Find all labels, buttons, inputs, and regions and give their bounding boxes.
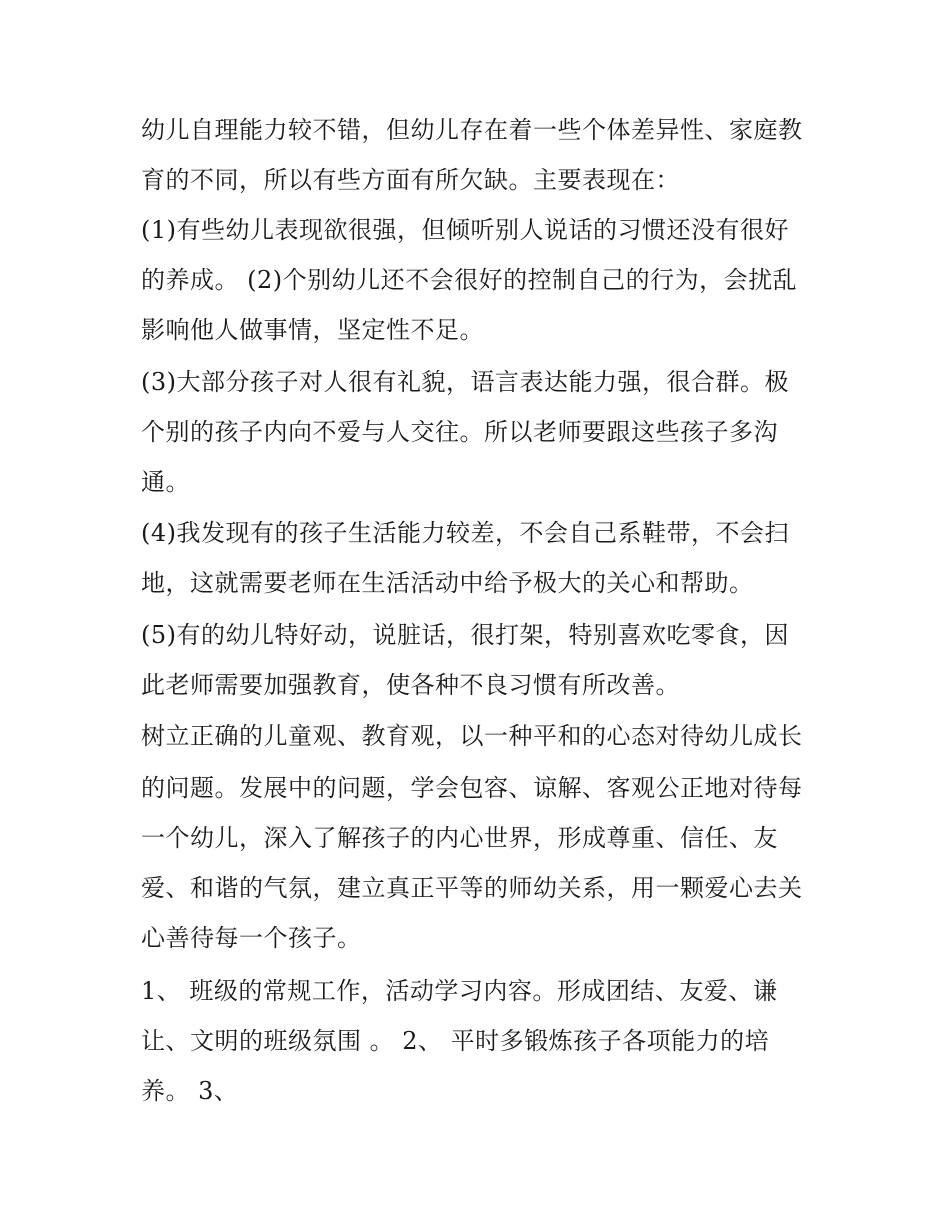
text-line: (5)有的幼儿特好动，说脏话，很打架，特别喜欢吃零食，因 bbox=[141, 621, 789, 649]
text-line: 此老师需要加强教育，使各种不良习惯有所改善。 bbox=[141, 671, 680, 699]
text-line: 心善待每一个孩子。 bbox=[141, 924, 362, 952]
text-line: 影响他人做事情，坚定性不足。 bbox=[141, 316, 484, 344]
text-line: 1、 班级的常规工作，活动学习内容。形成团结、友爱、谦 bbox=[141, 977, 778, 1005]
text-line: 树立正确的儿童观、教育观，以一种平和的心态对待幼儿成长 bbox=[141, 722, 803, 750]
text-line: 让、文明的班级氛围 。 2、 平时多锻炼孩子各项能力的培 bbox=[141, 1027, 770, 1055]
text-line: 的问题。发展中的问题，学会包容、谅解、客观公正地对待每 bbox=[141, 774, 803, 802]
text-line: (4)我发现有的孩子生活能力较差，不会自己系鞋带，不会扫 bbox=[141, 519, 789, 547]
text-line: (1)有些幼儿表现欲很强，但倾听别人说话的习惯还没有很好 bbox=[141, 216, 789, 244]
text-line: 爱、和谐的气氛，建立真正平等的师幼关系，用一颗爱心去关 bbox=[141, 874, 803, 902]
text-line: 地，这就需要老师在生活活动中给予极大的关心和帮助。 bbox=[141, 569, 754, 597]
text-line: 幼儿自理能力较不错，但幼儿存在着一些个体差异性、家庭教 bbox=[141, 116, 803, 144]
text-line: 育的不同，所以有些方面有所欠缺。主要表现在： bbox=[141, 166, 680, 194]
text-line: (3)大部分孩子对人很有礼貌，语言表达能力强，很合群。极 bbox=[141, 368, 789, 396]
text-line: 养。 3、 bbox=[141, 1077, 239, 1105]
text-line: 通。 bbox=[141, 468, 190, 496]
text-line: 个别的孩子内向不爱与人交往。所以老师要跟这些孩子多沟 bbox=[141, 418, 778, 446]
text-line: 的养成。 (2)个别幼儿还不会很好的控制自己的行为，会扰乱 bbox=[141, 266, 798, 294]
text-line: 一个幼儿，深入了解孩子的内心世界，形成尊重、信任、友 bbox=[141, 824, 778, 852]
